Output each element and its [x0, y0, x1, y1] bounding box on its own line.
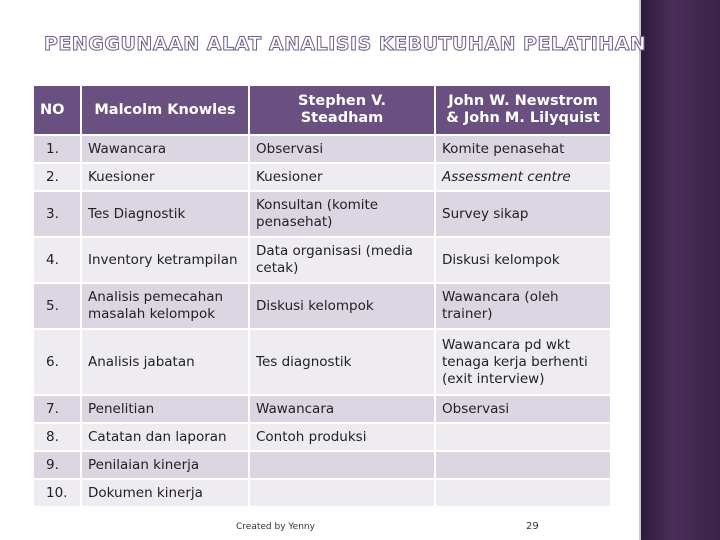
cell-knowles: Wawancara — [81, 135, 249, 163]
cell-knowles: Dokumen kinerja — [81, 479, 249, 507]
slide-title: PENGGUNAAN ALAT ANALISIS KEBUTUHAN PELATIHAN — [44, 33, 647, 55]
page-number: 29 — [526, 521, 539, 532]
analysis-tools-table — [32, 84, 612, 508]
header-no: NO — [33, 85, 81, 135]
cell-knowles: Penilaian kinerja — [81, 451, 249, 479]
cell-knowles: Penelitian — [81, 395, 249, 423]
cell-steadham: Diskusi kelompok — [249, 283, 435, 329]
table-row — [33, 451, 611, 479]
cell-knowles: Analisis jabatan — [81, 329, 249, 395]
cell-steadham: Observasi — [249, 135, 435, 163]
header-newstrom-lilyquist: John W. Newstrom & John M. Lilyquist — [435, 85, 611, 135]
cell-newstrom: Observasi — [435, 395, 611, 423]
cell-no: 7. — [33, 395, 81, 423]
table-row — [33, 191, 611, 237]
cell-steadham — [249, 451, 435, 479]
cell-newstrom: Komite penasehat — [435, 135, 611, 163]
table-row — [33, 329, 611, 395]
cell-knowles: Kuesioner — [81, 163, 249, 191]
table-row — [33, 135, 611, 163]
cell-knowles: Inventory ketrampilan — [81, 237, 249, 283]
cell-no: 6. — [33, 329, 81, 395]
table-row — [33, 395, 611, 423]
cell-newstrom: Wawancara (oleh trainer) — [435, 283, 611, 329]
cell-no: 1. — [33, 135, 81, 163]
table-row — [33, 163, 611, 191]
header-stephen-steadham: Stephen V. Steadham — [249, 85, 435, 135]
cell-knowles: Catatan dan laporan — [81, 423, 249, 451]
cell-no: 2. — [33, 163, 81, 191]
cell-knowles: Tes Diagnostik — [81, 191, 249, 237]
cell-steadham: Konsultan (komite penasehat) — [249, 191, 435, 237]
cell-no: 3. — [33, 191, 81, 237]
cell-steadham: Wawancara — [249, 395, 435, 423]
table-row — [33, 283, 611, 329]
table-row — [33, 423, 611, 451]
cell-knowles: Analisis pemecahan masalah kelompok — [81, 283, 249, 329]
cell-no: 8. — [33, 423, 81, 451]
cell-no: 10. — [33, 479, 81, 507]
cell-newstrom: Survey sikap — [435, 191, 611, 237]
table-row — [33, 237, 611, 283]
cell-steadham: Tes diagnostik — [249, 329, 435, 395]
header-malcolm-knowles: Malcolm Knowles — [81, 85, 249, 135]
cell-no: 4. — [33, 237, 81, 283]
cell-newstrom: Assessment centre — [435, 163, 611, 191]
cell-steadham: Data organisasi (media cetak) — [249, 237, 435, 283]
table-row — [33, 479, 611, 507]
decorative-side-band — [641, 0, 720, 540]
cell-newstrom — [435, 479, 611, 507]
cell-newstrom — [435, 451, 611, 479]
table-header-row — [33, 85, 611, 135]
cell-newstrom: Wawancara pd wkt tenaga kerja berhenti (exit interview) — [435, 329, 611, 395]
footer-credit: Created by Yenny — [236, 522, 315, 532]
cell-no: 5. — [33, 283, 81, 329]
cell-newstrom — [435, 423, 611, 451]
cell-no: 9. — [33, 451, 81, 479]
cell-steadham — [249, 479, 435, 507]
cell-steadham: Contoh produksi — [249, 423, 435, 451]
cell-steadham: Kuesioner — [249, 163, 435, 191]
cell-newstrom: Diskusi kelompok — [435, 237, 611, 283]
